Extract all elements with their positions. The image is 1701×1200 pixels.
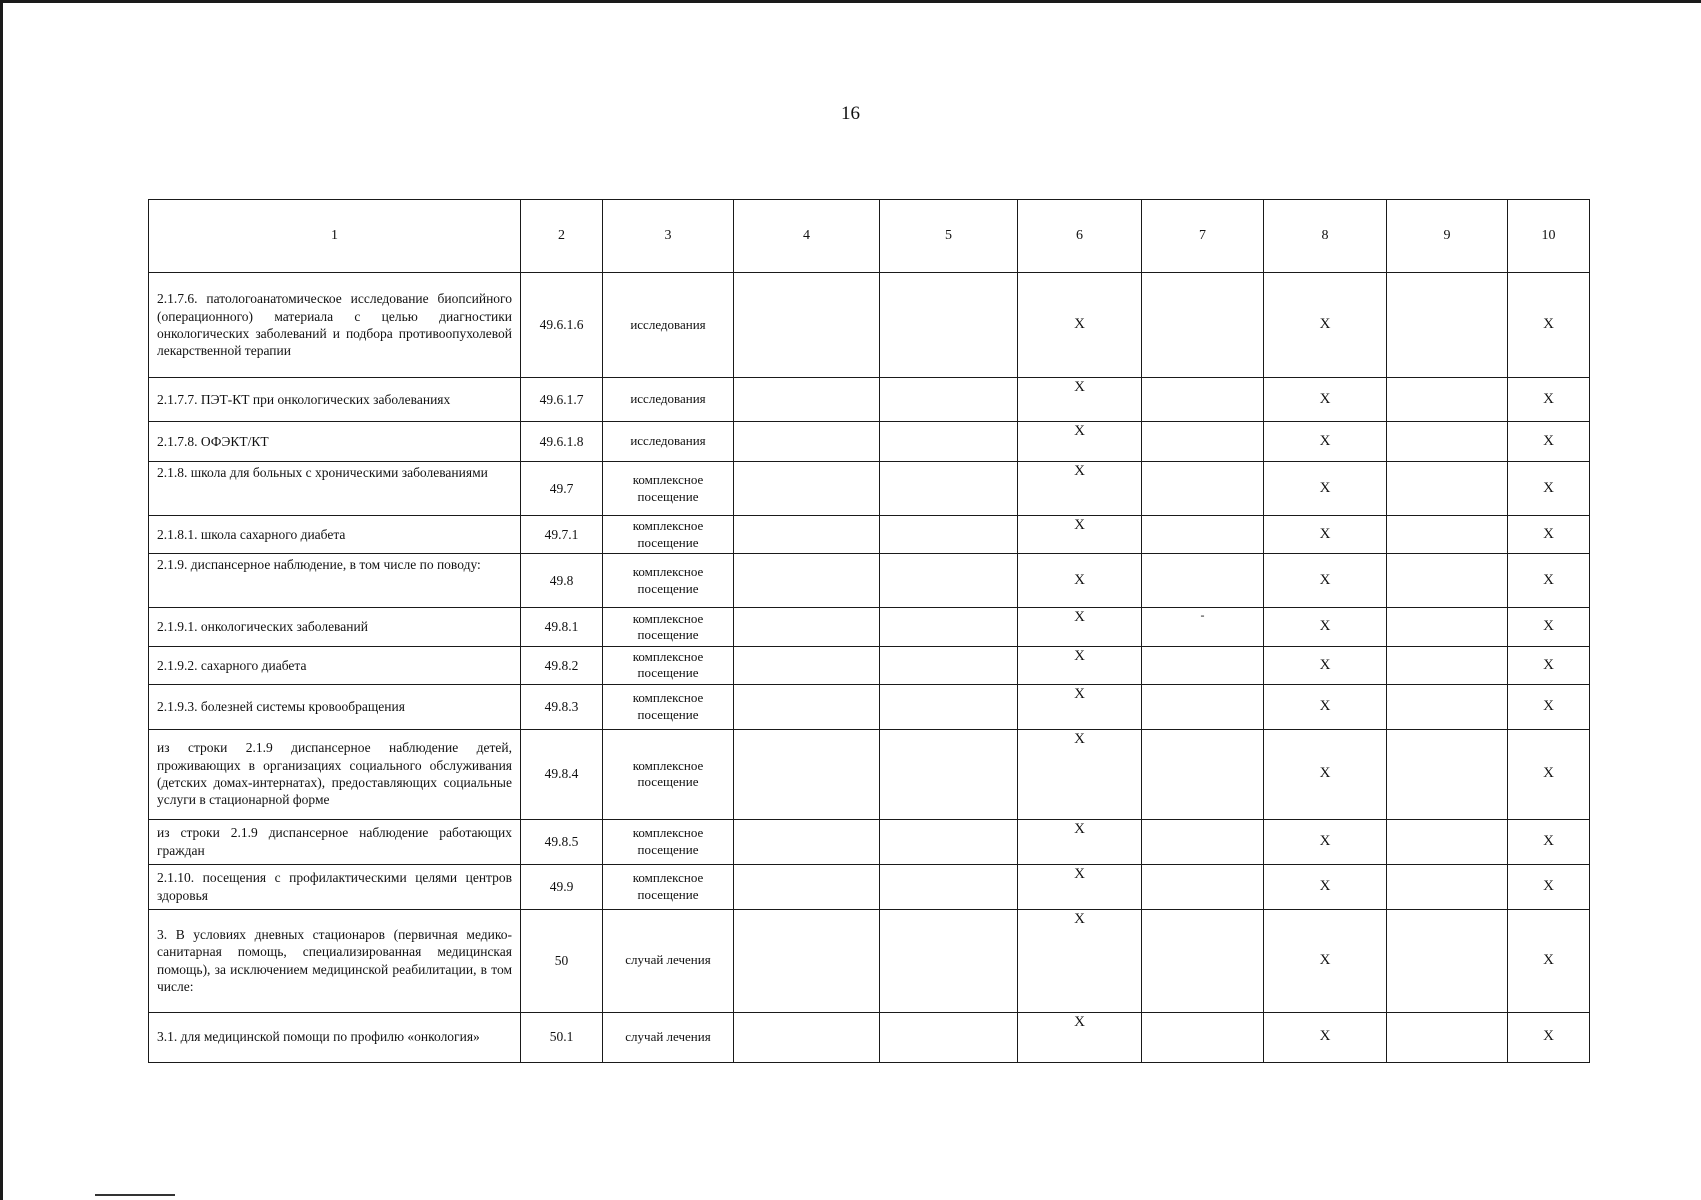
row-code: 49.8.3 [521,684,603,729]
empty-cell [1142,729,1264,819]
row-name: 2.1.7.6. патологоанатомическое исследование биопсийного (операционного) материала с целью диагностики онкологических заболеваний и подбора противоопухолевой лекарственной терапии [149,273,521,378]
table-row [149,909,1590,1012]
row-unit: комплексное посещение [603,554,734,608]
x-mark: X [1018,1012,1142,1062]
x-mark: X [1264,864,1387,909]
table-row [149,819,1590,864]
empty-cell [1387,1012,1508,1062]
x-mark: X [1508,1012,1590,1062]
row-code: 49.9 [521,864,603,909]
empty-cell [734,684,880,729]
empty-cell [1142,1012,1264,1062]
x-mark: X [1264,554,1387,608]
empty-cell [734,273,880,378]
x-mark: X [1018,462,1142,516]
row-name: 2.1.9.1. онкологических заболеваний [149,608,521,647]
empty-cell [1387,729,1508,819]
x-mark: X [1018,864,1142,909]
row-code: 49.8.1 [521,608,603,647]
x-mark: X [1264,462,1387,516]
x-mark: X [1264,729,1387,819]
empty-cell [880,819,1018,864]
empty-cell [1387,909,1508,1012]
empty-cell [1387,462,1508,516]
empty-cell [1387,554,1508,608]
x-mark: X [1018,378,1142,422]
footer-line [95,1194,175,1196]
x-mark: X [1018,909,1142,1012]
row-name: 2.1.7.7. ПЭТ-КТ при онкологических заболеваниях [149,378,521,422]
x-mark: X [1264,684,1387,729]
column-header: 9 [1387,200,1508,273]
row-name: 2.1.9.2. сахарного диабета [149,647,521,685]
empty-cell [1142,684,1264,729]
x-mark: X [1508,608,1590,647]
row-code: 50 [521,909,603,1012]
table-row [149,729,1590,819]
empty-cell [880,909,1018,1012]
empty-cell [1142,422,1264,462]
row-name: из строки 2.1.9 диспансерное наблюдение детей, проживающих в организациях социального обслуживания (детских домах-интернатах), предоставляющих социальные услуги в стационарной форме [149,729,521,819]
row-unit: комплексное посещение [603,819,734,864]
empty-cell [1387,819,1508,864]
x-mark: X [1264,647,1387,685]
column-header: 10 [1508,200,1590,273]
table-row [149,1012,1590,1062]
empty-cell [734,516,880,554]
empty-cell [1387,273,1508,378]
x-mark: X [1264,819,1387,864]
empty-cell [1387,864,1508,909]
empty-cell [880,422,1018,462]
column-header: 2 [521,200,603,273]
data-table [148,199,1590,1063]
x-mark: X [1508,422,1590,462]
x-mark: X [1508,647,1590,685]
empty-cell [1142,554,1264,608]
x-mark: X [1264,273,1387,378]
x-mark: X [1264,608,1387,647]
table-row [149,378,1590,422]
table-row [149,516,1590,554]
column-header: 8 [1264,200,1387,273]
empty-cell [880,516,1018,554]
row-code: 49.7.1 [521,516,603,554]
x-mark: X [1508,462,1590,516]
row-code: 49.8.5 [521,819,603,864]
empty-cell [734,819,880,864]
empty-cell [1387,516,1508,554]
x-mark: X [1018,819,1142,864]
empty-cell [734,422,880,462]
x-mark: X [1508,378,1590,422]
page-border-left [0,0,3,1200]
table-row [149,462,1590,516]
empty-cell [1387,422,1508,462]
column-header: 3 [603,200,734,273]
empty-cell [880,462,1018,516]
empty-cell [1142,462,1264,516]
empty-cell [1387,647,1508,685]
empty-cell [734,909,880,1012]
dash-mark: - [1142,608,1264,647]
empty-cell [734,647,880,685]
row-unit: исследования [603,273,734,378]
empty-cell [734,462,880,516]
page-border-top [0,0,1701,3]
table-row [149,864,1590,909]
row-name: 2.1.7.8. ОФЭКТ/КТ [149,422,521,462]
empty-cell [880,608,1018,647]
table-row [149,273,1590,378]
empty-cell [734,864,880,909]
row-code: 49.8.4 [521,729,603,819]
empty-cell [1387,684,1508,729]
empty-cell [1142,864,1264,909]
empty-cell [880,1012,1018,1062]
row-unit: исследования [603,422,734,462]
x-mark: X [1508,864,1590,909]
empty-cell [1387,378,1508,422]
empty-cell [734,729,880,819]
x-mark: X [1508,273,1590,378]
row-unit: комплексное посещение [603,608,734,647]
row-name: 2.1.9. диспансерное наблюдение, в том числе по поводу: [149,554,521,608]
row-name: из строки 2.1.9 диспансерное наблюдение работающих граждан [149,819,521,864]
row-name: 2.1.10. посещения с профилактическими целями центров здоровья [149,864,521,909]
empty-cell [880,554,1018,608]
empty-cell [880,864,1018,909]
empty-cell [734,378,880,422]
empty-cell [1142,378,1264,422]
row-unit: исследования [603,378,734,422]
column-header: 5 [880,200,1018,273]
row-unit: комплексное посещение [603,516,734,554]
row-unit: комплексное посещение [603,864,734,909]
table-row [149,608,1590,647]
empty-cell [1387,608,1508,647]
row-unit: комплексное посещение [603,729,734,819]
column-header: 7 [1142,200,1264,273]
row-code: 49.8.2 [521,647,603,685]
page-number: 16 [841,103,860,124]
row-code: 49.7 [521,462,603,516]
header-row [149,200,1590,273]
x-mark: X [1018,684,1142,729]
x-mark: X [1264,1012,1387,1062]
row-name: 3. В условиях дневных стационаров (первичная медико-санитарная помощь, специализированная медицинская помощь), за исключением медицинской реабилитации, в том числе: [149,909,521,1012]
row-code: 49.8 [521,554,603,608]
empty-cell [1142,516,1264,554]
empty-cell [880,378,1018,422]
row-unit: комплексное посещение [603,647,734,685]
table-row [149,684,1590,729]
x-mark: X [1018,273,1142,378]
empty-cell [734,554,880,608]
row-unit: комплексное посещение [603,684,734,729]
x-mark: X [1508,909,1590,1012]
row-code: 50.1 [521,1012,603,1062]
empty-cell [734,1012,880,1062]
x-mark: X [1508,516,1590,554]
row-code: 49.6.1.8 [521,422,603,462]
empty-cell [880,647,1018,685]
x-mark: X [1018,422,1142,462]
row-unit: случай лечения [603,909,734,1012]
x-mark: X [1508,554,1590,608]
row-unit: комплексное посещение [603,462,734,516]
x-mark: X [1264,516,1387,554]
x-mark: X [1508,729,1590,819]
row-name: 2.1.8.1. школа сахарного диабета [149,516,521,554]
empty-cell [880,729,1018,819]
empty-cell [1142,647,1264,685]
empty-cell [1142,819,1264,864]
table-row [149,554,1590,608]
empty-cell [880,684,1018,729]
row-code: 49.6.1.6 [521,273,603,378]
x-mark: X [1018,608,1142,647]
row-code: 49.6.1.7 [521,378,603,422]
table-row [149,647,1590,685]
row-name: 3.1. для медицинской помощи по профилю «онкология» [149,1012,521,1062]
row-name: 2.1.9.3. болезней системы кровообращения [149,684,521,729]
x-mark: X [1018,729,1142,819]
column-header: 1 [149,200,521,273]
column-header: 6 [1018,200,1142,273]
empty-cell [880,273,1018,378]
x-mark: X [1264,909,1387,1012]
row-name: 2.1.8. школа для больных с хроническими заболеваниями [149,462,521,516]
table-row [149,422,1590,462]
x-mark: X [1508,684,1590,729]
x-mark: X [1018,554,1142,608]
x-mark: X [1508,819,1590,864]
empty-cell [734,608,880,647]
row-unit: случай лечения [603,1012,734,1062]
x-mark: X [1018,516,1142,554]
x-mark: X [1018,647,1142,685]
column-header: 4 [734,200,880,273]
empty-cell [1142,273,1264,378]
x-mark: X [1264,422,1387,462]
empty-cell [1142,909,1264,1012]
x-mark: X [1264,378,1387,422]
